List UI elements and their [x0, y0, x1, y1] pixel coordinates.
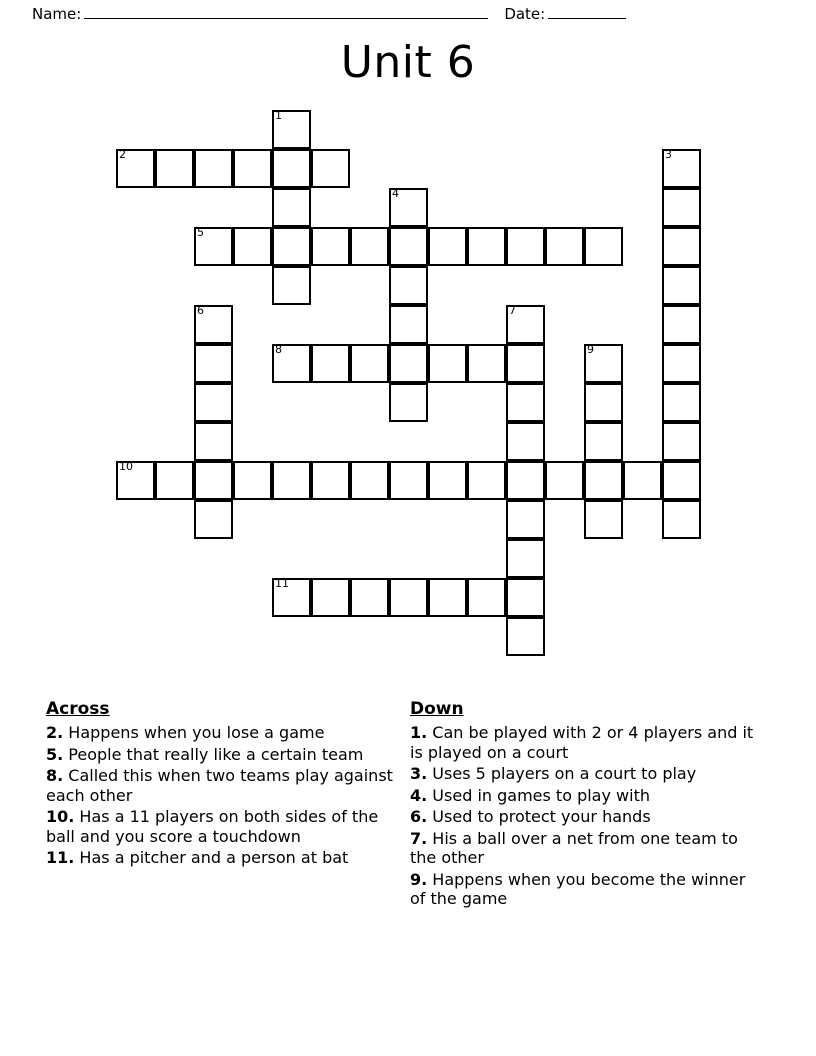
- crossword-cell[interactable]: [311, 227, 350, 266]
- crossword-cell[interactable]: [350, 578, 389, 617]
- cell-number: 2: [119, 148, 126, 161]
- crossword-cell[interactable]: [389, 305, 428, 344]
- clue-text: Happens when you become the winner of the game: [410, 869, 746, 908]
- crossword-cell[interactable]: [350, 461, 389, 500]
- crossword-cell[interactable]: [194, 344, 233, 383]
- crossword-cell[interactable]: [506, 539, 545, 578]
- crossword-cell[interactable]: [662, 188, 701, 227]
- clue-item: [410, 829, 762, 868]
- cell-number: 9: [587, 343, 594, 356]
- cell-number: 10: [119, 460, 133, 473]
- crossword-cell[interactable]: [662, 149, 701, 188]
- crossword-cell[interactable]: [506, 344, 545, 383]
- crossword-cell[interactable]: [389, 227, 428, 266]
- date-field-group: [504, 4, 626, 23]
- crossword-cell[interactable]: [506, 617, 545, 656]
- clue-item: [410, 870, 762, 909]
- crossword-cell[interactable]: [428, 578, 467, 617]
- clue-number: 6.: [410, 807, 428, 826]
- worksheet-header: [0, 0, 816, 30]
- crossword-cell[interactable]: [584, 383, 623, 422]
- down-clues-column: [410, 698, 762, 911]
- cell-number: 6: [197, 304, 204, 317]
- crossword-cell[interactable]: [194, 149, 233, 188]
- across-clues-column: [46, 698, 394, 870]
- clue-text: His a ball over a net from one team to the other: [410, 828, 738, 867]
- clue-item: [46, 723, 394, 743]
- crossword-cell[interactable]: [233, 227, 272, 266]
- crossword-cell[interactable]: [389, 188, 428, 227]
- crossword-cell[interactable]: [272, 149, 311, 188]
- down-heading: Down: [410, 699, 464, 719]
- crossword-cell[interactable]: [506, 500, 545, 539]
- across-heading: Across: [46, 699, 110, 719]
- crossword-cell[interactable]: [506, 461, 545, 500]
- crossword-cell[interactable]: [389, 383, 428, 422]
- crossword-cell[interactable]: [389, 266, 428, 305]
- crossword-cell[interactable]: [272, 461, 311, 500]
- clue-item: [46, 766, 394, 805]
- crossword-cell[interactable]: [467, 461, 506, 500]
- crossword-cell[interactable]: [389, 461, 428, 500]
- clue-item: [410, 807, 762, 827]
- date-write-line[interactable]: [548, 4, 626, 19]
- clue-item: [46, 848, 394, 868]
- crossword-cell[interactable]: [584, 500, 623, 539]
- crossword-cell[interactable]: [662, 500, 701, 539]
- crossword-cell[interactable]: [545, 227, 584, 266]
- clue-text: Uses 5 players on a court to play: [427, 764, 697, 783]
- crossword-cell[interactable]: [233, 149, 272, 188]
- clue-number: 7.: [410, 828, 428, 848]
- clue-item: [46, 807, 394, 846]
- cell-number: 4: [392, 187, 399, 200]
- across-clue-list: [46, 723, 394, 868]
- crossword-cell[interactable]: [272, 266, 311, 305]
- crossword-cell[interactable]: [272, 227, 311, 266]
- name-label: Name:: [32, 5, 82, 23]
- crossword-cell[interactable]: [428, 344, 467, 383]
- cell-number: 5: [197, 226, 204, 239]
- crossword-cell[interactable]: [428, 461, 467, 500]
- crossword-cell[interactable]: [389, 344, 428, 383]
- crossword-cell[interactable]: [350, 227, 389, 266]
- crossword-cell[interactable]: [662, 266, 701, 305]
- crossword-cell[interactable]: [584, 227, 623, 266]
- clue-number: 11.: [46, 848, 75, 867]
- clue-item: [410, 723, 762, 762]
- crossword-cell[interactable]: [272, 344, 311, 383]
- clue-text: Called this when two teams play against each other: [46, 766, 393, 805]
- clue-text: Used to protect your hands: [427, 807, 651, 826]
- clue-number: 2.: [46, 723, 64, 742]
- clue-text: Has a 11 players on both sides of the ball and you score a touchdown: [46, 807, 379, 846]
- crossword-cell[interactable]: [233, 461, 272, 500]
- crossword-cell[interactable]: [194, 383, 233, 422]
- crossword-cell[interactable]: [506, 422, 545, 461]
- crossword-cell[interactable]: [506, 578, 545, 617]
- crossword-cell[interactable]: [389, 578, 428, 617]
- crossword-cell[interactable]: [662, 422, 701, 461]
- crossword-cell[interactable]: [116, 461, 155, 500]
- clue-text: People that really like a certain team: [63, 744, 364, 764]
- clue-number: 10.: [46, 807, 75, 826]
- crossword-cell[interactable]: [194, 305, 233, 344]
- clue-item: [410, 764, 762, 784]
- crossword-cell[interactable]: [311, 149, 350, 188]
- crossword-cell[interactable]: [311, 578, 350, 617]
- cell-number: 11: [275, 577, 289, 590]
- page-title: Unit 6: [340, 37, 476, 88]
- crossword-cell[interactable]: [506, 227, 545, 266]
- crossword-cell[interactable]: [506, 383, 545, 422]
- crossword-cell[interactable]: [350, 344, 389, 383]
- crossword-cell[interactable]: [272, 110, 311, 149]
- crossword-cell[interactable]: [194, 422, 233, 461]
- crossword-cell[interactable]: [467, 344, 506, 383]
- name-field-group: [32, 4, 488, 23]
- clue-text: Has a pitcher and a person at bat: [74, 848, 349, 867]
- crossword-cell[interactable]: [155, 149, 194, 188]
- clue-text: Happens when you lose a game: [63, 723, 325, 742]
- clue-text: Used in games to play with: [427, 785, 650, 805]
- crossword-cell[interactable]: [311, 344, 350, 383]
- crossword-cell[interactable]: [311, 461, 350, 500]
- clue-number: 1.: [410, 723, 428, 742]
- crossword-cell[interactable]: [662, 305, 701, 344]
- crossword-cell[interactable]: [662, 344, 701, 383]
- clue-number: 9.: [410, 869, 428, 889]
- name-write-line[interactable]: [84, 4, 488, 19]
- crossword-cell[interactable]: [467, 578, 506, 617]
- crossword-cell[interactable]: [545, 461, 584, 500]
- crossword-cell[interactable]: [467, 227, 506, 266]
- crossword-grid: [116, 110, 716, 630]
- crossword-cell[interactable]: [194, 461, 233, 500]
- crossword-cell[interactable]: [155, 461, 194, 500]
- down-clue-list: [410, 723, 762, 909]
- crossword-cell[interactable]: [623, 461, 662, 500]
- crossword-cell[interactable]: [194, 227, 233, 266]
- crossword-cell[interactable]: [584, 422, 623, 461]
- crossword-cell[interactable]: [194, 500, 233, 539]
- cell-number: 7: [509, 304, 516, 317]
- crossword-cell[interactable]: [272, 578, 311, 617]
- crossword-cell[interactable]: [116, 149, 155, 188]
- crossword-cell[interactable]: [272, 188, 311, 227]
- crossword-cell[interactable]: [584, 461, 623, 500]
- crossword-cell[interactable]: [428, 227, 467, 266]
- crossword-cell[interactable]: [506, 305, 545, 344]
- clue-item: [410, 786, 762, 806]
- crossword-cell[interactable]: [584, 344, 623, 383]
- crossword-cell[interactable]: [662, 227, 701, 266]
- cell-number: 1: [275, 109, 282, 122]
- clues-section: [0, 698, 816, 998]
- clue-number: 8.: [46, 766, 64, 785]
- crossword-cell[interactable]: [662, 383, 701, 422]
- clue-number: 4.: [410, 785, 428, 805]
- crossword-cell[interactable]: [662, 461, 701, 500]
- clue-text: Can be played with 2 or 4 players and it is played on a court: [410, 723, 754, 762]
- clue-number: 3.: [410, 764, 428, 783]
- cell-number: 3: [665, 148, 672, 161]
- cell-number: 8: [275, 343, 282, 356]
- clue-item: [46, 745, 394, 765]
- clue-number: 5.: [46, 744, 64, 764]
- date-label: Date:: [504, 5, 546, 23]
